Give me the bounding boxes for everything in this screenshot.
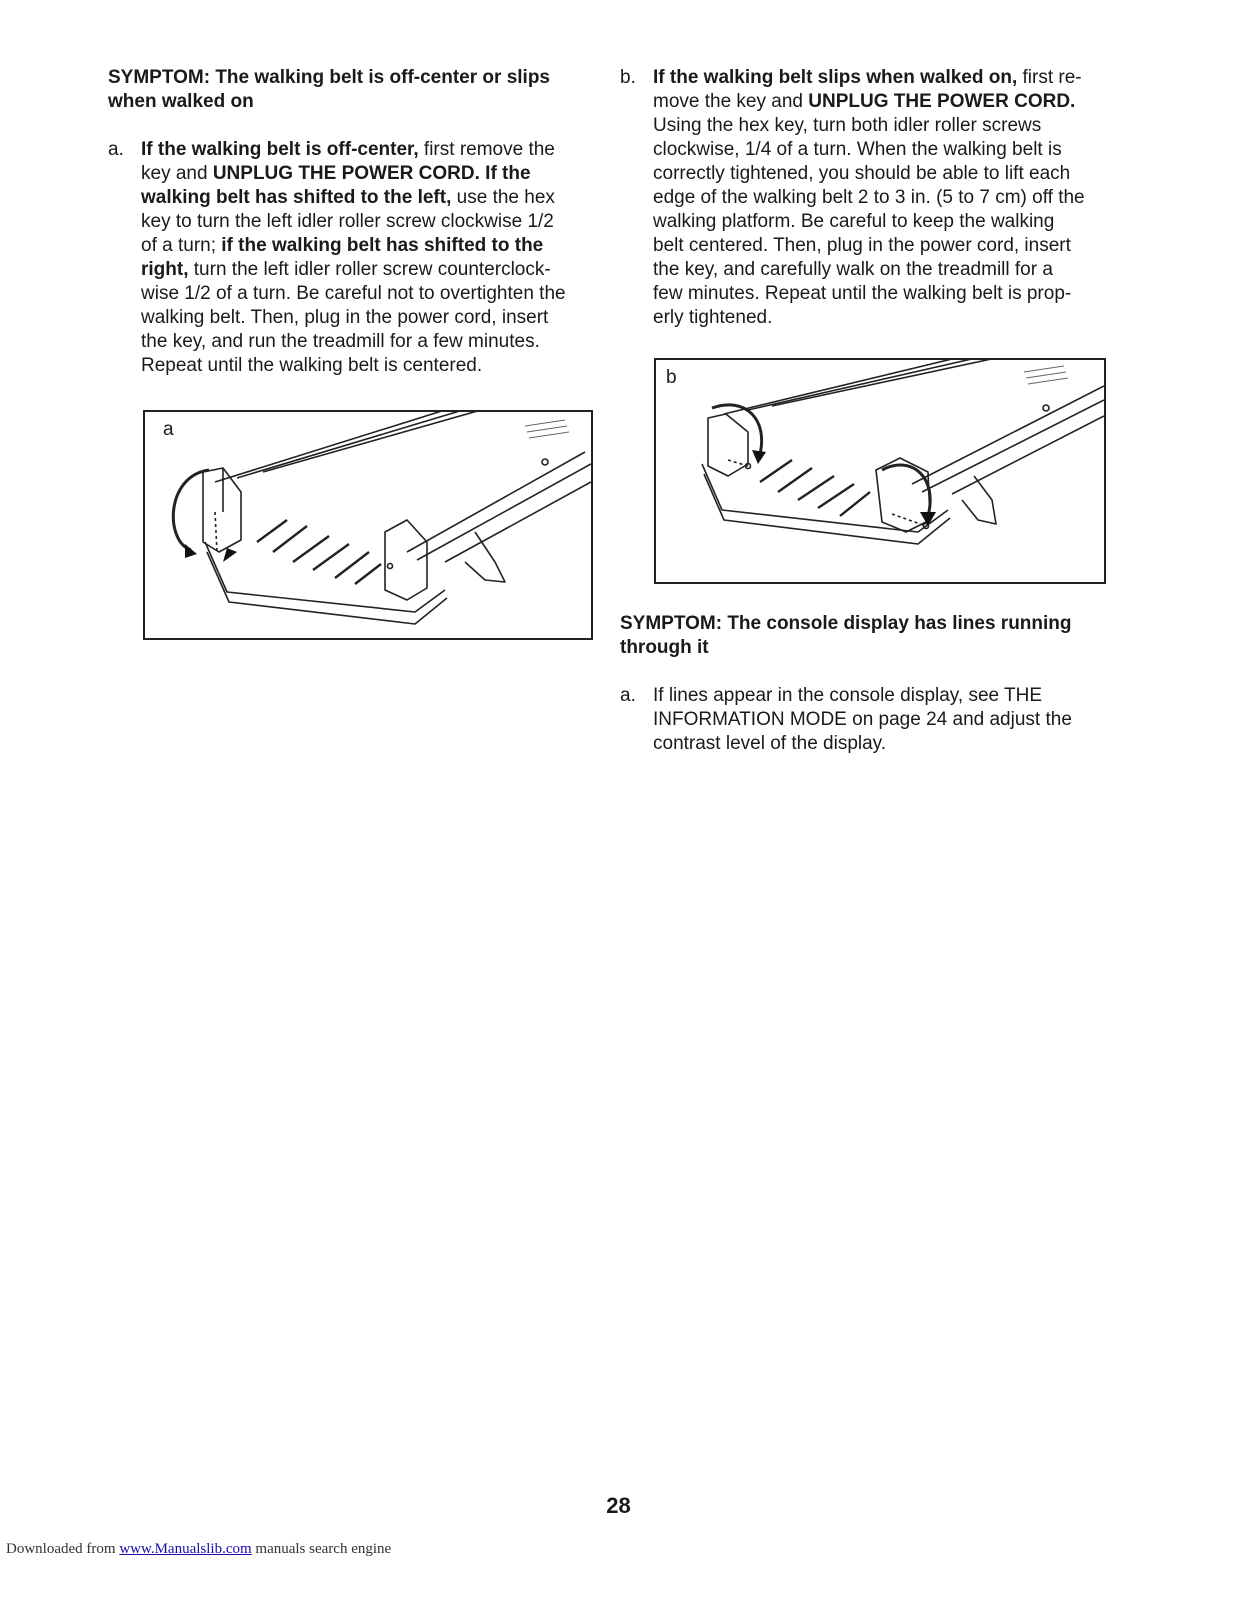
text-run: walking platform. Be careful to keep the walking [653, 211, 1055, 232]
right-column-lower [620, 612, 1120, 756]
text-run: the key, and run the treadmill for a few minutes. [141, 331, 540, 352]
text-line [141, 282, 600, 306]
text-run: correctly tightened, you should be able to lift each [653, 163, 1071, 184]
figure-a-treadmill-off-center [143, 410, 593, 640]
text-run: belt centered. Then, plug in the power cord, insert [653, 235, 1071, 256]
text-line [141, 354, 600, 378]
bold-run: UNPLUG THE POWER CORD. [808, 91, 1076, 112]
page-number: 28 [606, 1493, 631, 1518]
text-run: of a turn; [141, 235, 222, 256]
text-run: move the key and [653, 91, 809, 112]
text-run: walking belt. Then, plug in the power cord, insert [141, 307, 549, 328]
text-line [653, 90, 1120, 114]
text-line [141, 186, 600, 210]
step-text [141, 138, 600, 378]
step-letter: b. [620, 67, 636, 88]
text-line [653, 138, 1120, 162]
step-b-slips [620, 66, 1120, 330]
step-letter: a. [108, 139, 124, 160]
bold-run: If the walking belt slips when walked on, [653, 67, 1018, 88]
figure-b-treadmill-tighten [654, 358, 1106, 584]
text-line [653, 210, 1120, 234]
text-line [653, 282, 1120, 306]
figure-label: a [163, 419, 174, 440]
text-line [653, 66, 1120, 90]
step-a-off-center [108, 138, 600, 378]
step-text [653, 684, 1120, 756]
text-line [653, 684, 1120, 708]
right-column [620, 66, 1120, 330]
text-line [653, 258, 1120, 282]
manualslib-link[interactable]: www.Manualslib.com [119, 1541, 252, 1557]
text-run: clockwise, 1/4 of a turn. When the walking belt is [653, 139, 1062, 160]
figure-label: b [666, 367, 677, 388]
bold-run: if the walking belt has shifted to the [221, 235, 544, 256]
text-run: erly tightened. [653, 307, 773, 328]
text-run: contrast level of the display. [653, 733, 887, 754]
left-column [108, 66, 600, 378]
text-run: turn the left idler roller screw counterclock- [188, 259, 551, 280]
text-line [653, 708, 1120, 732]
text-run: key and [141, 163, 213, 184]
text-line [141, 258, 600, 282]
text-line [653, 114, 1120, 138]
text-run: If lines appear in the console display, see THE [653, 685, 1043, 706]
text-line [653, 162, 1120, 186]
text-run: first re- [1017, 67, 1082, 88]
text-line [141, 306, 600, 330]
text-run: use the hex [451, 187, 555, 208]
text-run: few minutes. Repeat until the walking belt is prop- [653, 283, 1072, 304]
step-text [653, 66, 1120, 330]
bold-run: If the walking belt is off-center, [141, 139, 419, 160]
step-a-console-lines [620, 684, 1120, 756]
text-line [141, 138, 600, 162]
text-line [141, 234, 600, 258]
text-line [653, 306, 1120, 330]
text-run: edge of the walking belt 2 to 3 in. (5 to 7 cm) off the [653, 187, 1085, 208]
bold-run: UNPLUG THE POWER CORD. If the [212, 163, 531, 184]
text-line [653, 186, 1120, 210]
text-line [653, 234, 1120, 258]
treadmill-rear-illustration-a [145, 412, 591, 638]
text-run: key to turn the left idler roller screw clockwise 1/2 [141, 211, 554, 232]
text-run: INFORMATION MODE on page 24 and adjust the [653, 709, 1072, 730]
footer-download-notice [6, 1541, 391, 1558]
text-line [653, 732, 1120, 756]
bold-run: right, [141, 259, 189, 280]
text-run: Using the hex key, turn both idler roller screws [653, 115, 1042, 136]
symptom-heading-belt: SYMPTOM: The walking belt is off-center or slips when walked on [108, 67, 550, 112]
footer-suffix: manuals search engine [251, 1541, 392, 1557]
text-line [141, 162, 600, 186]
text-run: first remove the [418, 139, 555, 160]
text-run: the key, and carefully walk on the treadmill for a [653, 259, 1053, 280]
symptom-heading-console: SYMPTOM: The console display has lines running through it [620, 613, 1072, 658]
step-letter: a. [620, 685, 636, 706]
text-run: Repeat until the walking belt is centered. [141, 355, 483, 376]
treadmill-rear-illustration-b [656, 360, 1104, 582]
footer-prefix: Downloaded from [6, 1541, 120, 1557]
text-line [141, 210, 600, 234]
text-run: wise 1/2 of a turn. Be careful not to overtighten the [141, 283, 566, 304]
text-line [141, 330, 600, 354]
bold-run: walking belt has shifted to the left, [141, 187, 452, 208]
